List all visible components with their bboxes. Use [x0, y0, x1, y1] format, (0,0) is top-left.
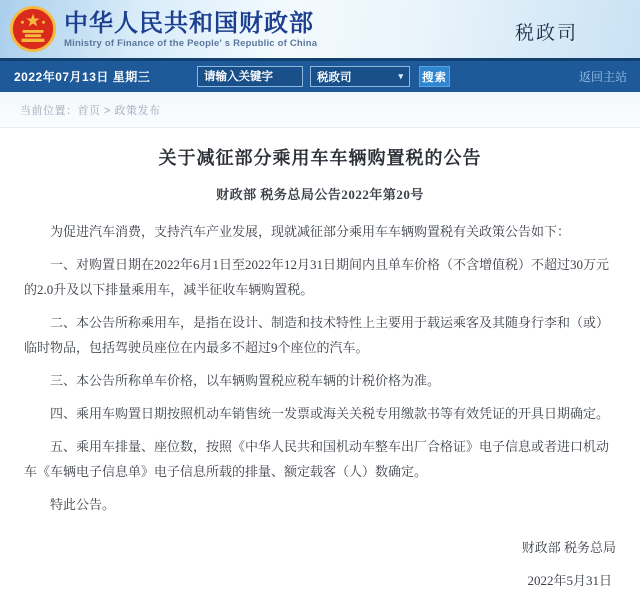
search-input[interactable] [197, 66, 303, 87]
article-paragraph: 二、本公告所称乘用车，是指在设计、制造和技术特性上主要用于载运乘客及其随身行李和（或）临时物品，包括驾驶员座位在内最多不超过9个座位的汽车。 [24, 315, 610, 355]
issuing-authority: 财政部 税务总局 [521, 540, 616, 555]
org-name-en: Ministry of Finance of the People' s Republic of China [64, 37, 318, 49]
article-paragraph: 五、乘用车排量、座位数，按照《中华人民共和国机动车整车出厂合格证》电子信息或者进口机动车《车辆电子信息单》电子信息所载的排量、额定载客（人）数确定。 [24, 439, 610, 479]
search-button[interactable]: 搜索 [419, 66, 450, 87]
article-paragraph: 特此公告。 [50, 497, 116, 512]
announcement-article [0, 128, 640, 593]
site-header [0, 0, 640, 58]
back-to-main-site-link[interactable]: 返回主站 [578, 70, 627, 84]
article-title: 关于减征部分乘用车车辆购置税的公告 [158, 148, 482, 168]
issue-date: 2022年5月31日 [527, 573, 612, 588]
category-selected-value: 税政司 [317, 71, 352, 84]
current-date: 2022年07月13日 星期三 [14, 70, 151, 84]
article-paragraph: 为促进汽车消费，支持汽车产业发展，现就减征部分乘用车车辆购置税有关政策公告如下： [50, 224, 571, 239]
nav-bar [0, 58, 640, 92]
category-dropdown[interactable] [310, 66, 410, 87]
breadcrumb[interactable]: 当前位置：首页 > 政策发布 [20, 104, 161, 117]
article-paragraph: 四、乘用车购置日期按照机动车销售统一发票或海关关税专用缴款书等有效凭证的开具日期确定。 [50, 406, 610, 421]
national-emblem-icon [10, 6, 56, 52]
breadcrumb-strip [0, 92, 640, 128]
department-name: 税政司 [514, 23, 578, 44]
article-paragraph: 三、本公告所称单车价格，以车辆购置税应税车辆的计税价格为准。 [50, 373, 441, 388]
article-paragraph: 一、对购置日期在2022年6月1日至2022年12月31日期间内且单车价格（不含增值税）不超过30万元的2.0升及以下排量乘用车，减半征收车辆购置税。 [24, 257, 610, 297]
org-name-cn: 中华人民共和国财政部 [64, 9, 314, 37]
chevron-down-icon: ▾ [398, 71, 403, 81]
document-number: 财政部 税务总局公告2022年第20号 [216, 187, 424, 202]
